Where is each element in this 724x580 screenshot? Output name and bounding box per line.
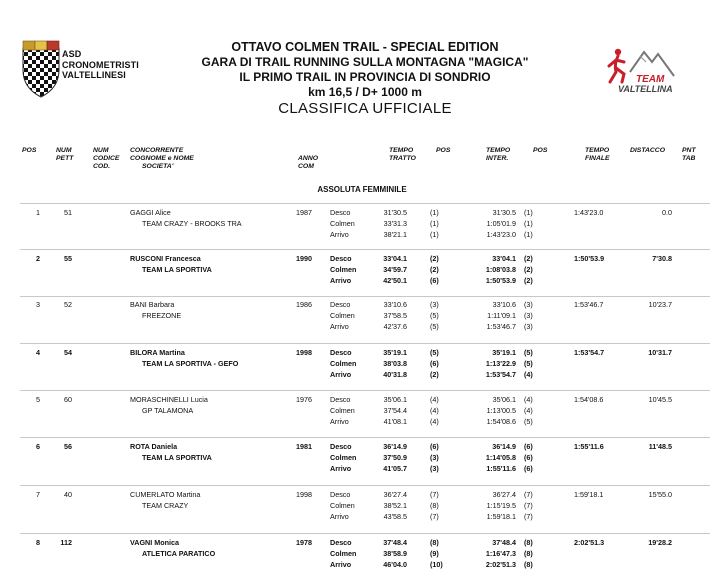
split-label: Desco bbox=[330, 442, 352, 451]
split-label: Desco bbox=[330, 538, 352, 547]
split-tratto-pos: (4) bbox=[430, 417, 439, 426]
split-tratto: 37'54.4 bbox=[383, 406, 407, 415]
document-header bbox=[150, 40, 580, 118]
split-inter: 31'30.5 bbox=[492, 208, 516, 217]
split-tratto-pos: (4) bbox=[430, 395, 439, 404]
split-label: Desco bbox=[330, 348, 352, 357]
col-head-num-pett bbox=[56, 147, 73, 163]
split-inter-pos: (5) bbox=[524, 417, 533, 426]
split-inter-pos: (8) bbox=[524, 549, 533, 558]
split-tratto-pos: (6) bbox=[430, 276, 439, 285]
row-separator bbox=[20, 390, 710, 391]
row-pett: 55 bbox=[64, 254, 72, 263]
split-inter: 35'06.1 bbox=[492, 395, 516, 404]
split-label: Arrivo bbox=[330, 230, 349, 239]
row-pett: 51 bbox=[64, 208, 72, 217]
col-head-anno bbox=[298, 155, 318, 171]
split-tratto: 37'58.5 bbox=[383, 311, 407, 320]
row-pos: 4 bbox=[36, 348, 40, 357]
split-tratto-pos: (6) bbox=[430, 359, 439, 368]
split-inter-pos: (2) bbox=[524, 254, 533, 263]
split-inter: 1:54'08.6 bbox=[486, 417, 516, 426]
split-tratto: 42'50.1 bbox=[383, 276, 407, 285]
col-head-num-pett-2: PETT bbox=[56, 155, 74, 162]
row-pett: 40 bbox=[64, 490, 72, 499]
header-line-4: km 16,5 / D+ 1000 m bbox=[308, 85, 422, 99]
col-head-pos: POS bbox=[22, 147, 37, 154]
col-head-tempo-inter-2: INTER. bbox=[486, 155, 509, 162]
row-name: BILORA Martina bbox=[130, 348, 185, 357]
split-label: Arrivo bbox=[330, 464, 352, 473]
col-head-tempo-inter-1: TEMPO bbox=[486, 147, 511, 154]
row-team: TEAM LA SPORTIVA bbox=[142, 265, 212, 274]
logo-line-valtellinesi: VALTELLINESI bbox=[62, 70, 126, 80]
row-team: GP TALAMONA bbox=[142, 406, 194, 415]
col-head-num-codice-1: NUM bbox=[93, 147, 109, 154]
split-tratto: 36'27.4 bbox=[383, 490, 407, 499]
split-tratto-pos: (7) bbox=[430, 512, 439, 521]
split-label: Colmen bbox=[330, 501, 355, 510]
checkered-shield-icon bbox=[20, 40, 62, 100]
split-tratto: 43'58.5 bbox=[383, 512, 407, 521]
row-pos: 7 bbox=[36, 490, 40, 499]
split-tratto: 33'31.3 bbox=[383, 219, 407, 228]
section-title: ASSOLUTA FEMMINILE bbox=[317, 185, 407, 194]
row-pett: 56 bbox=[64, 442, 72, 451]
row-tempo-finale: 2:02'51.3 bbox=[574, 538, 605, 547]
split-tratto: 35'19.1 bbox=[383, 348, 407, 357]
logo-left-text bbox=[62, 49, 139, 81]
row-pos: 6 bbox=[36, 442, 40, 451]
split-label: Arrivo bbox=[330, 560, 352, 569]
col-head-tempo-tratto-1: TEMPO bbox=[389, 147, 414, 154]
split-inter: 1:55'11.6 bbox=[486, 464, 516, 473]
row-separator bbox=[20, 485, 710, 486]
row-name: GAGGI Alice bbox=[130, 208, 171, 217]
split-tratto: 37'48.4 bbox=[383, 538, 407, 547]
split-label: Arrivo bbox=[330, 370, 352, 379]
row-distacco: 10'31.7 bbox=[648, 348, 672, 357]
row-tempo-finale: 1:50'53.9 bbox=[574, 254, 605, 263]
result-row bbox=[20, 207, 710, 247]
row-tempo-finale: 1:53'46.7 bbox=[574, 300, 604, 309]
split-tratto-pos: (5) bbox=[430, 348, 439, 357]
split-inter-pos: (3) bbox=[524, 322, 533, 331]
row-team: ATLETICA PARATICO bbox=[142, 549, 216, 558]
split-tratto: 35'06.1 bbox=[383, 395, 407, 404]
split-inter: 33'10.6 bbox=[492, 300, 516, 309]
split-tratto-pos: (1) bbox=[430, 219, 439, 228]
split-label: Colmen bbox=[330, 359, 357, 368]
row-team: TEAM LA SPORTIVA - GEFO bbox=[142, 359, 239, 368]
row-tempo-finale: 1:59'18.1 bbox=[574, 490, 604, 499]
split-inter-pos: (1) bbox=[524, 208, 533, 217]
row-pett: 60 bbox=[64, 395, 72, 404]
split-inter: 2:02'51.3 bbox=[485, 560, 516, 569]
split-tratto: 31'30.5 bbox=[383, 208, 407, 217]
col-head-num-codice-3: COD. bbox=[93, 163, 110, 170]
col-head-num-codice-2: CODICE bbox=[93, 155, 120, 162]
col-head-tempo-finale-1: TEMPO bbox=[585, 147, 610, 154]
col-head-tempo-finale-2: FINALE bbox=[585, 155, 610, 162]
row-team: TEAM CRAZY bbox=[142, 501, 189, 510]
split-inter-pos: (5) bbox=[524, 359, 533, 368]
row-pos: 5 bbox=[36, 395, 40, 404]
split-inter: 1:43'23.0 bbox=[486, 230, 516, 239]
split-inter: 1:53'46.7 bbox=[486, 322, 516, 331]
logo-right-team: TEAM bbox=[636, 74, 665, 85]
split-label: Colmen bbox=[330, 219, 355, 228]
row-name: ROTA Daniela bbox=[130, 442, 178, 451]
split-label: Desco bbox=[330, 208, 351, 217]
split-inter-pos: (6) bbox=[524, 442, 533, 451]
row-distacco: 10'23.7 bbox=[648, 300, 672, 309]
split-inter: 1:13'22.9 bbox=[485, 359, 516, 368]
split-inter-pos: (4) bbox=[524, 406, 533, 415]
split-tratto-pos: (3) bbox=[430, 464, 439, 473]
col-head-tempo-finale bbox=[585, 147, 610, 163]
split-inter: 1:13'00.5 bbox=[486, 406, 516, 415]
row-anno: 1976 bbox=[296, 395, 312, 404]
row-distacco: 19'28.2 bbox=[648, 538, 672, 547]
col-head-concorrente bbox=[130, 147, 194, 171]
split-label: Arrivo bbox=[330, 417, 349, 426]
split-label: Arrivo bbox=[330, 276, 352, 285]
col-head-pnt-tab-2: TAB bbox=[682, 155, 696, 162]
split-label: Desco bbox=[330, 490, 351, 499]
split-tratto-pos: (10) bbox=[430, 560, 443, 569]
split-inter: 1:05'01.9 bbox=[486, 219, 516, 228]
split-inter: 1:53'54.7 bbox=[485, 370, 516, 379]
split-inter-pos: (1) bbox=[524, 230, 533, 239]
split-tratto-pos: (7) bbox=[430, 490, 439, 499]
row-pett: 52 bbox=[64, 300, 72, 309]
row-anno: 1990 bbox=[296, 254, 312, 263]
row-pett: 54 bbox=[64, 348, 72, 357]
split-inter: 36'14.9 bbox=[492, 442, 516, 451]
split-tratto: 38'21.1 bbox=[383, 230, 407, 239]
split-label: Colmen bbox=[330, 311, 355, 320]
split-inter: 1:50'53.9 bbox=[485, 276, 516, 285]
split-label: Desco bbox=[330, 395, 351, 404]
split-inter-pos: (8) bbox=[524, 560, 533, 569]
split-label: Colmen bbox=[330, 406, 355, 415]
result-row bbox=[20, 537, 710, 577]
split-inter: 1:14'05.8 bbox=[485, 453, 516, 462]
result-row bbox=[20, 394, 710, 434]
split-inter: 1:08'03.8 bbox=[485, 265, 516, 274]
split-tratto: 41'08.1 bbox=[383, 417, 407, 426]
col-head-num-pett-1: NUM bbox=[56, 147, 72, 154]
split-label: Arrivo bbox=[330, 512, 349, 521]
row-distacco: 7'30.8 bbox=[652, 254, 672, 263]
split-tratto-pos: (4) bbox=[430, 406, 439, 415]
split-label: Desco bbox=[330, 254, 352, 263]
row-anno: 1998 bbox=[296, 348, 312, 357]
split-inter: 1:11'09.1 bbox=[487, 311, 516, 320]
col-head-tempo-tratto bbox=[389, 147, 416, 163]
split-tratto-pos: (8) bbox=[430, 501, 439, 510]
row-separator bbox=[20, 343, 710, 344]
header-line-1: OTTAVO COLMEN TRAIL - SPECIAL EDITION bbox=[231, 40, 499, 54]
result-row bbox=[20, 441, 710, 481]
row-anno: 1998 bbox=[296, 490, 312, 499]
split-tratto: 38'58.9 bbox=[383, 549, 407, 558]
split-tratto-pos: (1) bbox=[430, 230, 439, 239]
split-inter-pos: (3) bbox=[524, 311, 533, 320]
split-tratto: 38'03.8 bbox=[383, 359, 407, 368]
row-separator bbox=[20, 296, 710, 297]
split-inter-pos: (7) bbox=[524, 490, 533, 499]
split-inter: 36'27.4 bbox=[492, 490, 516, 499]
split-tratto: 36'14.9 bbox=[383, 442, 407, 451]
split-label: Colmen bbox=[330, 453, 357, 462]
split-tratto: 34'59.7 bbox=[383, 265, 407, 274]
split-tratto-pos: (9) bbox=[430, 549, 439, 558]
col-head-distacco: DISTACCO bbox=[630, 147, 665, 154]
logo-line-asd: ASD bbox=[62, 49, 82, 59]
split-tratto: 41'05.7 bbox=[383, 464, 407, 473]
split-inter-pos: (1) bbox=[524, 219, 533, 228]
split-label: Colmen bbox=[330, 265, 357, 274]
row-pos: 1 bbox=[36, 208, 40, 217]
row-distacco: 11'48.5 bbox=[648, 442, 672, 451]
split-inter: 35'19.1 bbox=[492, 348, 516, 357]
row-distacco: 0.0 bbox=[662, 208, 672, 217]
col-head-pnt-tab bbox=[682, 147, 696, 163]
col-head-tempo-tratto-2: TRATTO bbox=[389, 155, 416, 162]
split-tratto: 38'52.1 bbox=[383, 501, 407, 510]
row-name: CUMERLATO Martina bbox=[130, 490, 201, 499]
result-row bbox=[20, 347, 710, 387]
split-inter: 1:59'18.1 bbox=[486, 512, 516, 521]
col-head-pnt-tab-1: PNT bbox=[682, 147, 696, 154]
row-tempo-finale: 1:54'08.6 bbox=[574, 395, 604, 404]
col-head-num-codice bbox=[93, 147, 119, 171]
row-distacco: 15'55.0 bbox=[648, 490, 672, 499]
split-label: Arrivo bbox=[330, 322, 349, 331]
result-row bbox=[20, 299, 710, 339]
split-inter: 1:15'19.5 bbox=[486, 501, 516, 510]
split-inter-pos: (7) bbox=[524, 512, 533, 521]
split-inter-pos: (5) bbox=[524, 348, 533, 357]
result-row bbox=[20, 489, 710, 529]
row-pett: 112 bbox=[60, 538, 72, 547]
split-tratto-pos: (3) bbox=[430, 300, 439, 309]
split-inter-pos: (2) bbox=[524, 265, 533, 274]
row-team: TEAM CRAZY - BROOKS TRA bbox=[142, 219, 242, 228]
header-line-2: GARA DI TRAIL RUNNING SULLA MONTAGNA "MAGICA" bbox=[201, 55, 529, 69]
row-pos: 8 bbox=[36, 538, 40, 547]
row-separator bbox=[20, 203, 710, 204]
split-inter: 1:16'47.3 bbox=[485, 549, 516, 558]
split-inter-pos: (4) bbox=[524, 395, 533, 404]
col-head-tempo-inter bbox=[486, 147, 510, 163]
header-line-3: IL PRIMO TRAIL IN PROVINCIA DI SONDRIO bbox=[239, 70, 491, 84]
split-inter-pos: (7) bbox=[524, 501, 533, 510]
split-inter-pos: (6) bbox=[524, 453, 533, 462]
row-name: VAGNI Monica bbox=[130, 538, 179, 547]
col-head-anno-2: COM bbox=[298, 163, 314, 170]
split-tratto: 37'50.9 bbox=[383, 453, 407, 462]
split-inter: 37'48.4 bbox=[492, 538, 516, 547]
row-name: BANI Barbara bbox=[130, 300, 175, 309]
split-tratto-pos: (2) bbox=[430, 254, 439, 263]
split-inter-pos: (3) bbox=[524, 300, 533, 309]
split-inter-pos: (6) bbox=[524, 464, 533, 473]
row-anno: 1978 bbox=[296, 538, 312, 547]
split-tratto-pos: (8) bbox=[430, 538, 439, 547]
row-tempo-finale: 1:55'11.6 bbox=[574, 442, 604, 451]
split-tratto-pos: (5) bbox=[430, 311, 439, 320]
split-tratto: 46'04.0 bbox=[383, 560, 407, 569]
split-inter: 33'04.1 bbox=[492, 254, 516, 263]
asd-cronometristi-logo bbox=[20, 40, 170, 100]
row-name: RUSCONI Francesca bbox=[130, 254, 201, 263]
split-tratto-pos: (2) bbox=[430, 265, 439, 274]
team-valtellina-logo bbox=[600, 42, 680, 94]
header-line-5: CLASSIFICA UFFICIALE bbox=[278, 100, 452, 117]
row-separator bbox=[20, 437, 710, 438]
result-row bbox=[20, 253, 710, 293]
split-tratto: 33'10.6 bbox=[383, 300, 407, 309]
split-tratto-pos: (1) bbox=[430, 208, 439, 217]
col-head-anno-1: ANNO bbox=[298, 155, 319, 162]
logo-right-valtellina: VALTELLINA bbox=[618, 84, 673, 94]
row-pos: 3 bbox=[36, 300, 40, 309]
row-separator bbox=[20, 249, 710, 250]
split-inter-pos: (2) bbox=[524, 276, 533, 285]
split-inter-pos: (8) bbox=[524, 538, 533, 547]
split-tratto: 40'31.8 bbox=[383, 370, 407, 379]
row-team: FREEZONE bbox=[142, 311, 182, 320]
col-head-pos2: POS bbox=[436, 147, 451, 154]
col-head-pos3: POS bbox=[533, 147, 548, 154]
col-head-concorrente-1: CONCORRENTE bbox=[130, 147, 184, 154]
split-tratto-pos: (6) bbox=[430, 442, 439, 451]
split-tratto: 33'04.1 bbox=[383, 254, 407, 263]
split-label: Desco bbox=[330, 300, 351, 309]
row-anno: 1986 bbox=[296, 300, 312, 309]
row-separator bbox=[20, 533, 710, 534]
split-tratto-pos: (5) bbox=[430, 322, 439, 331]
split-inter-pos: (4) bbox=[524, 370, 533, 379]
row-anno: 1987 bbox=[296, 208, 312, 217]
row-pos: 2 bbox=[36, 254, 40, 263]
col-head-concorrente-3: SOCIETA' bbox=[142, 163, 174, 170]
split-tratto: 42'37.6 bbox=[383, 322, 407, 331]
runner-mountain-icon bbox=[600, 42, 680, 94]
split-label: Colmen bbox=[330, 549, 357, 558]
row-tempo-finale: 1:53'54.7 bbox=[574, 348, 605, 357]
col-head-concorrente-2: COGNOME e NOME bbox=[130, 155, 194, 162]
row-name: MORASCHINELLI Lucia bbox=[130, 395, 208, 404]
row-distacco: 10'45.5 bbox=[648, 395, 672, 404]
row-team: TEAM LA SPORTIVA bbox=[142, 453, 212, 462]
row-tempo-finale: 1:43'23.0 bbox=[574, 208, 604, 217]
row-anno: 1981 bbox=[296, 442, 312, 451]
split-tratto-pos: (3) bbox=[430, 453, 439, 462]
split-tratto-pos: (2) bbox=[430, 370, 439, 379]
logo-line-cronometristi: CRONOMETRISTI bbox=[62, 59, 139, 70]
